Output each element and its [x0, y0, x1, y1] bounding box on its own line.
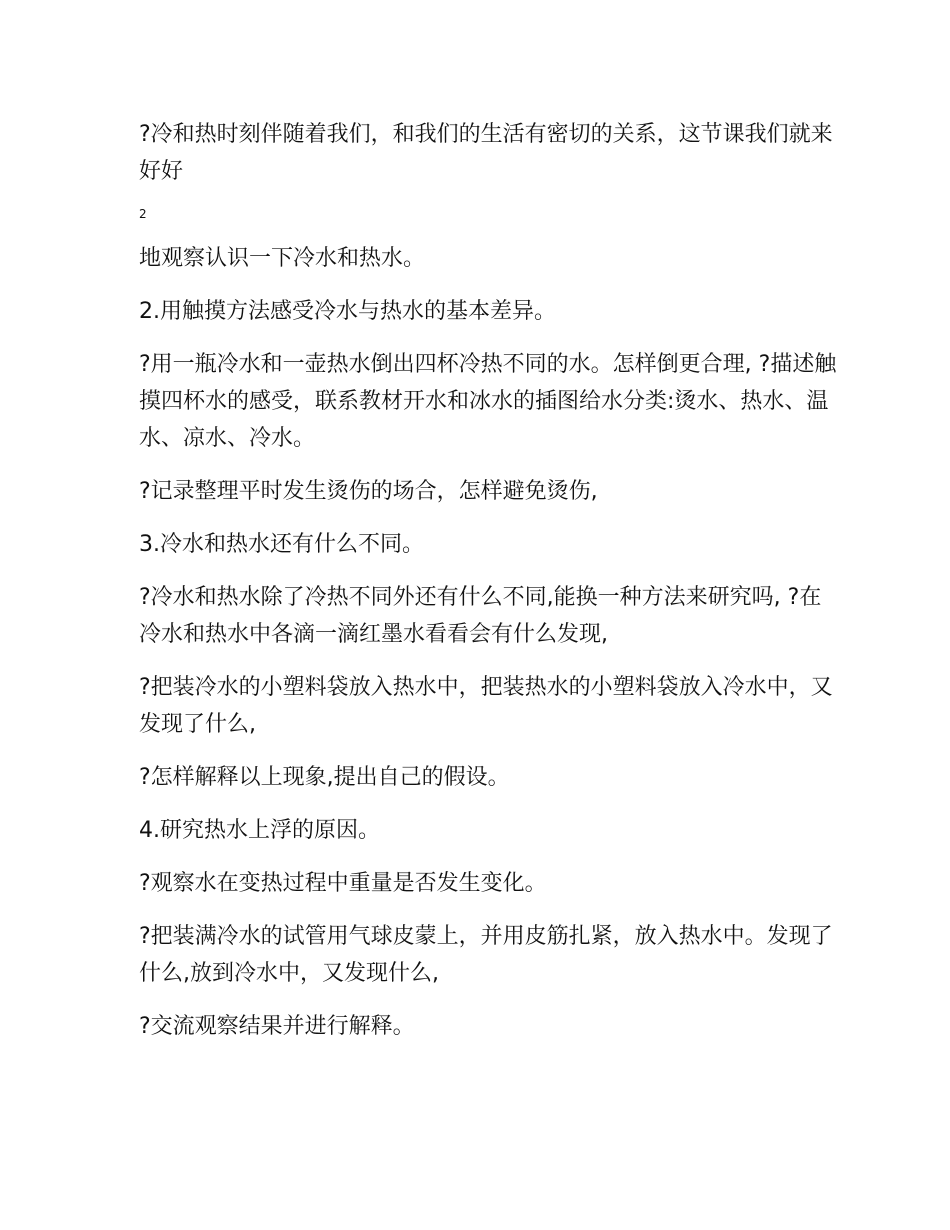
paragraph-weight: ?观察水在变热过程中重量是否发生变化。 [139, 871, 547, 896]
paragraph-pour-water: ?用一瓶冷水和一壶热水倒出四杯冷热不同的水。怎样倒更合理, ?描述触摸四杯水的感受，联系教材开水和冰水的插图给水分类:烫水、热水、温水、凉水、冷水。 [139, 352, 837, 451]
paragraph-test-tube: ?把装满冷水的试管用气球皮蒙上，并用皮筋扎紧，放入热水中。发现了什么,放到冷水中，又发现什么, [139, 924, 833, 986]
paragraph-plastic-bags: ?把装冷水的小塑料袋放入热水中，把装热水的小塑料袋放入冷水中，又发现了什么, [139, 675, 833, 737]
paragraph-differences: ?冷水和热水除了冷热不同外还有什么不同,能换一种方法来研究吗, ?在冷水和热水中各滴一滴红墨水看看会有什么发现, [139, 585, 822, 647]
paragraph-intro: ?冷和热时刻伴随着我们，和我们的生活有密切的关系，这节课我们就来好好 [139, 122, 833, 184]
document-body [139, 116, 839, 1061]
paragraph-burns: ?记录整理平时发生烫伤的场合，怎样避免烫伤, [139, 479, 598, 504]
paragraph-intro-continued: 地观察认识一下冷水和热水。 [139, 246, 426, 271]
page-number: 2 [139, 207, 147, 221]
section-heading-4: 4.研究热水上浮的原因。 [139, 818, 380, 843]
paragraph-discussion: ?交流观察结果并进行解释。 [139, 1014, 415, 1039]
paragraph-hypothesis: ?怎样解释以上现象,提出自己的假设。 [139, 765, 510, 790]
section-heading-2: 2.用触摸方法感受冷水与热水的基本差异。 [139, 299, 556, 324]
section-heading-3: 3.冷水和热水还有什么不同。 [139, 532, 424, 557]
